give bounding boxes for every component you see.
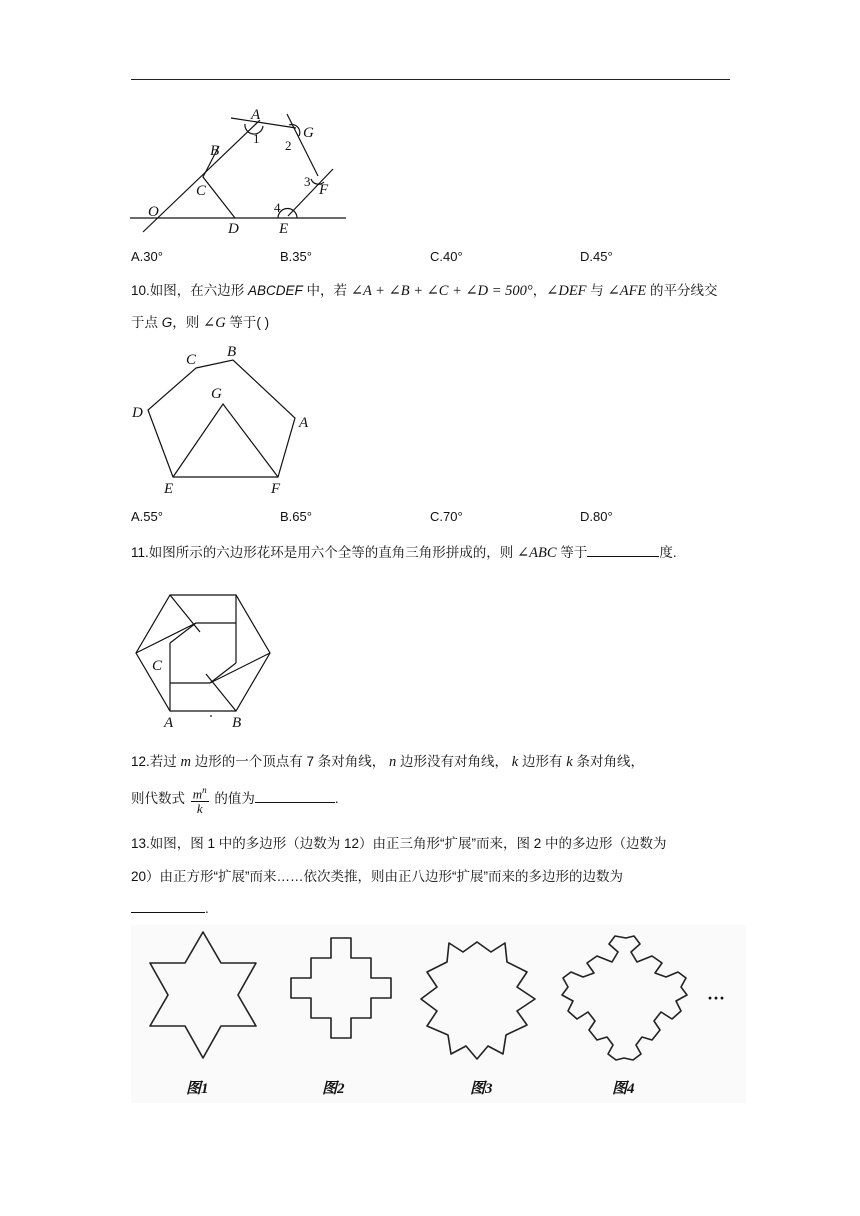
q13-caption-3: 图3 <box>470 1081 493 1097</box>
q13-figures <box>131 925 746 1103</box>
q9-option-d[interactable]: D.45° <box>580 249 613 264</box>
q13-line3: . <box>131 898 209 918</box>
q10-label-d: D <box>132 405 143 421</box>
q9-figure <box>128 104 358 238</box>
q9-angle-1: 1 <box>253 131 260 146</box>
q10-label-e: E <box>164 481 174 497</box>
q13-line2: 20）由正方形“扩展”而来……依次类推，则由正八边形“扩展”而来的多边形的边数为 <box>131 869 623 884</box>
header-rule <box>131 79 730 80</box>
q9-angle-4: 4 <box>274 200 281 215</box>
q13-caption-1: 图1 <box>186 1081 209 1097</box>
q12-fraction: $\frac{m^n}{k}$ <box>192 785 207 817</box>
q9-label-o: O <box>148 204 159 220</box>
q13-caption-4: 图4 <box>612 1081 635 1097</box>
q10-option-b[interactable]: B.65° <box>280 509 312 524</box>
q13-line1: 13.如图，图 1 中的多边形（边数为 12）由正三角形“扩展”而来，图 2 中的多边形（边数为 <box>131 836 667 851</box>
q13-ellipsis: ··· <box>707 988 726 1008</box>
q10-figure <box>128 340 328 500</box>
q10-option-a[interactable]: A.55° <box>131 509 163 524</box>
q11-dot-mark <box>210 715 212 717</box>
q11-figure <box>130 573 278 733</box>
q9-label-f: F <box>319 182 329 198</box>
q12-answer-blank[interactable] <box>255 788 335 803</box>
q9-label-d: D <box>228 221 239 237</box>
q10-label-c: C <box>186 352 197 368</box>
q10-label-f: F <box>271 481 281 497</box>
q9-option-a[interactable]: A.30° <box>131 249 163 264</box>
q10-option-c[interactable]: C.70° <box>430 509 463 524</box>
q9-label-g: G <box>303 125 314 141</box>
q9-label-c: C <box>196 183 207 199</box>
q11-label-a: A <box>164 715 174 731</box>
q11-label-b: B <box>232 715 242 731</box>
q9-label-b: B <box>210 143 220 159</box>
q13-answer-blank[interactable] <box>131 898 205 913</box>
q11-label-c: C <box>152 658 163 674</box>
q11-text: 11.如图所示的六边形花环是用六个全等的直角三角形拼成的，则 ∠ABC 等于 度. <box>131 542 677 562</box>
q10-label-b: B <box>227 344 237 360</box>
q9-angle-3: 3 <box>304 174 311 189</box>
q13-caption-2: 图2 <box>322 1081 345 1097</box>
q9-label-e: E <box>279 221 289 237</box>
q9-angle-2: 2 <box>285 138 292 153</box>
q12-line2: 则代数式 $\frac{m^n}{k}$ 的值为 . <box>131 785 339 817</box>
q11-answer-blank[interactable] <box>587 542 659 557</box>
q10-label-a: A <box>299 415 309 431</box>
q9-option-c[interactable]: C.40° <box>430 249 463 264</box>
q12-line1: 12.若过 m 边形的一个顶点有 7 条对角线， n 边形没有对角线， k 边形有 k 条对角线， <box>131 754 644 770</box>
q10-option-d[interactable]: D.80° <box>580 509 613 524</box>
q9-option-b[interactable]: B.35° <box>280 249 312 264</box>
q10-line1: 10.如图，在六边形 ABCDEF 中，若 ∠A + ∠B + ∠C + ∠D = 500°，∠DEF 与 ∠AFE 的平分线交 <box>131 283 718 299</box>
q10-label-g: G <box>211 386 222 402</box>
q10-line2: 于点 G，则 ∠G 等于( ) <box>131 315 270 331</box>
q9-label-a: A <box>251 107 261 123</box>
